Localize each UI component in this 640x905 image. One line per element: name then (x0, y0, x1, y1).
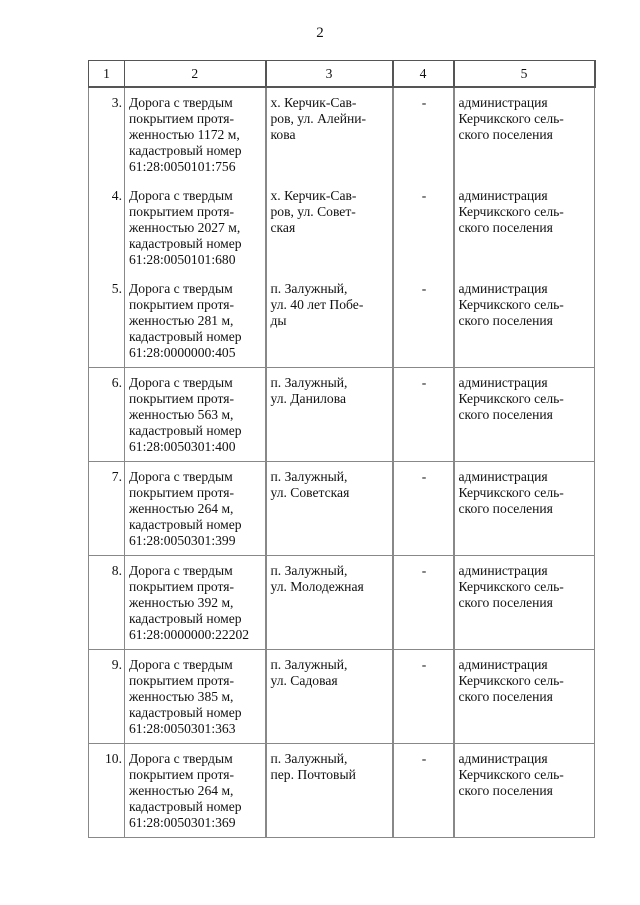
rights-holder: администрация Керчикского сель- ского поселения (454, 181, 595, 274)
row-number: 5. (89, 274, 125, 368)
rights-holder: администрация Керчикского сель- ского поселения (454, 650, 595, 744)
rights-holder: администрация Керчикского сель- ского поселения (454, 744, 595, 838)
object-address: п. Залужный, ул. Советская (266, 462, 393, 556)
header-col-5: 5 (454, 61, 595, 88)
table-row (89, 181, 595, 274)
table-row (89, 744, 595, 838)
property-registry-table (88, 60, 596, 838)
table-row (89, 368, 595, 462)
object-description: Дорога с твердым покрытием протя- женностью 2027 м, кадастровый номер 61:28:0050101:680 (125, 181, 266, 274)
row-number: 10. (89, 744, 125, 838)
object-address: х. Керчик-Сав- ров, ул. Алейни- кова (266, 87, 393, 181)
table-row (89, 650, 595, 744)
column-4-value: - (393, 87, 454, 181)
table-row (89, 462, 595, 556)
column-4-value: - (393, 368, 454, 462)
rights-holder: администрация Керчикского сель- ского поселения (454, 274, 595, 368)
table-body (89, 87, 595, 838)
table-row (89, 87, 595, 181)
rights-holder: администрация Керчикского сель- ского поселения (454, 87, 595, 181)
object-address: п. Залужный, ул. Данилова (266, 368, 393, 462)
object-description: Дорога с твердым покрытием протя- женностью 1172 м, кадастровый номер 61:28:0050101:756 (125, 87, 266, 181)
object-description: Дорога с твердым покрытием протя- женностью 264 м, кадастровый номер 61:28:0050301:369 (125, 744, 266, 838)
table-header (89, 61, 595, 88)
rights-holder: администрация Керчикского сель- ского поселения (454, 556, 595, 650)
rights-holder: администрация Керчикского сель- ского поселения (454, 368, 595, 462)
object-description: Дорога с твердым покрытием протя- женностью 385 м, кадастровый номер 61:28:0050301:363 (125, 650, 266, 744)
object-description: Дорога с твердым покрытием протя- женностью 563 м, кадастровый номер 61:28:0050301:400 (125, 368, 266, 462)
header-col-3: 3 (266, 61, 393, 88)
row-number: 9. (89, 650, 125, 744)
row-number: 8. (89, 556, 125, 650)
column-4-value: - (393, 744, 454, 838)
object-description: Дорога с твердым покрытием протя- женностью 281 м, кадастровый номер 61:28:0000000:405 (125, 274, 266, 368)
row-number: 3. (89, 87, 125, 181)
object-address: п. Залужный, ул. Молодежная (266, 556, 393, 650)
column-4-value: - (393, 462, 454, 556)
object-address: п. Залужный, ул. 40 лет Побе- ды (266, 274, 393, 368)
table-row (89, 556, 595, 650)
column-4-value: - (393, 650, 454, 744)
header-col-2: 2 (125, 61, 266, 88)
table-row (89, 274, 595, 368)
object-address: п. Залужный, ул. Садовая (266, 650, 393, 744)
object-description: Дорога с твердым покрытием протя- женностью 264 м, кадастровый номер 61:28:0050301:399 (125, 462, 266, 556)
column-4-value: - (393, 181, 454, 274)
header-col-1: 1 (89, 61, 125, 88)
rights-holder: администрация Керчикского сель- ского поселения (454, 462, 595, 556)
column-4-value: - (393, 556, 454, 650)
header-row (89, 61, 595, 88)
row-number: 7. (89, 462, 125, 556)
page-number: 2 (316, 25, 324, 41)
row-number: 4. (89, 181, 125, 274)
column-4-value: - (393, 274, 454, 368)
object-address: х. Керчик-Сав- ров, ул. Совет- ская (266, 181, 393, 274)
row-number: 6. (89, 368, 125, 462)
object-description: Дорога с твердым покрытием протя- женностью 392 м, кадастровый номер 61:28:0000000:22202 (125, 556, 266, 650)
object-address: п. Залужный, пер. Почтовый (266, 744, 393, 838)
header-col-4: 4 (393, 61, 454, 88)
